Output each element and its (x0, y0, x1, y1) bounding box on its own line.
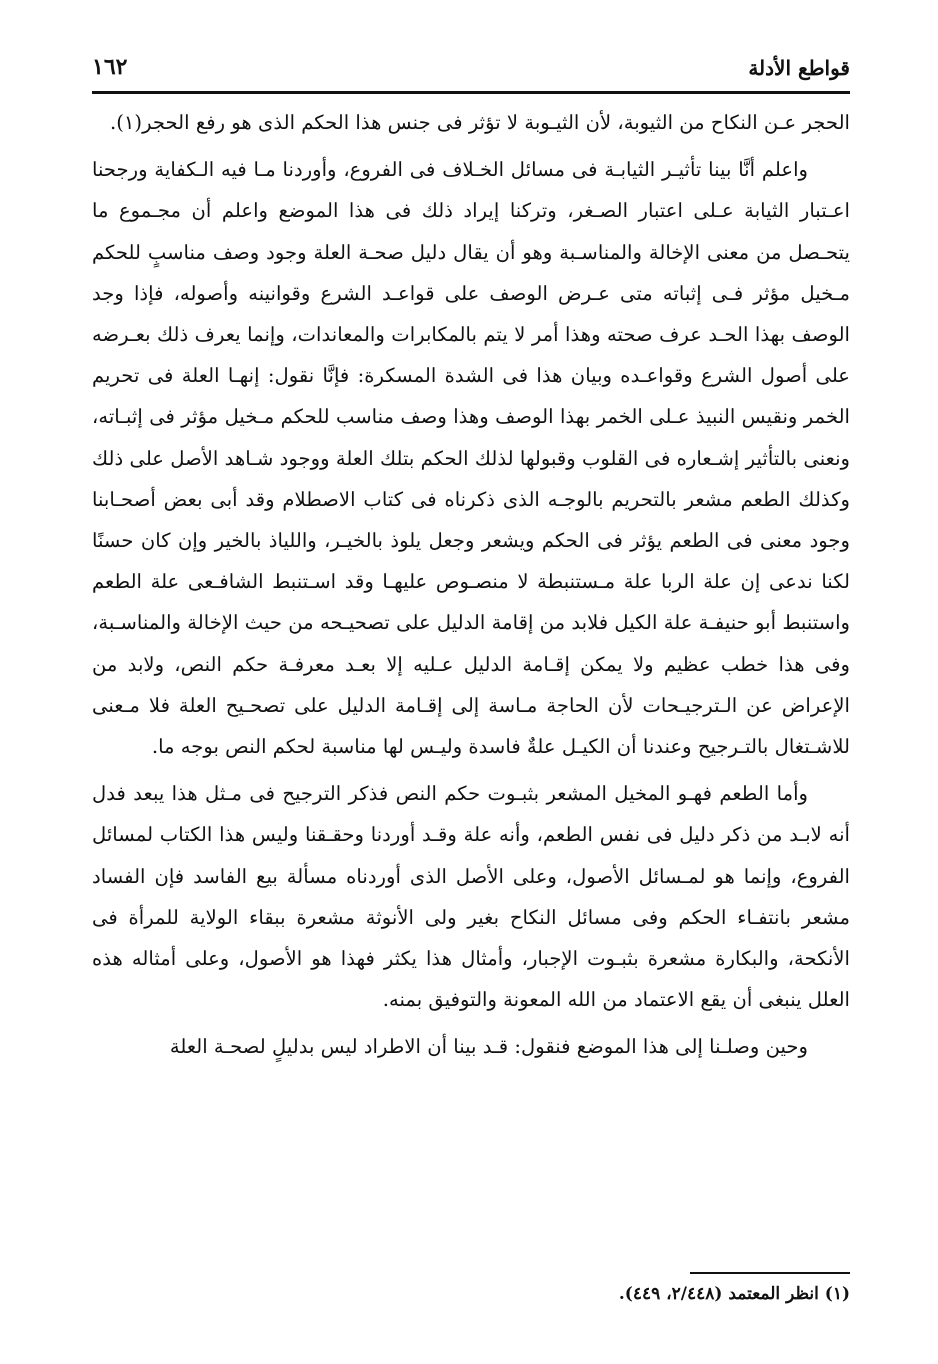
body-text (92, 102, 850, 1074)
running-title: قواطع الأدلة (748, 56, 850, 80)
header-rule (92, 91, 850, 94)
paragraph: واعلم أنَّا بينا تأثيـر الثيابـة فى مسائل الخـلاف فى الفروع، وأوردنا مـا فيه الـكفاية ورجحنا اعـتبار الثيابة عـلى اعتبار الصـغر، وتركنا إيراد ذلك فى هذا الموضع واعلم أن مجـموع ما يتحـصل من معنى الإخالة والمناسـبة وهو أن يقال دليل صحـة العلة وجود وصف مناسبٍ للحكم مـخيل مؤثر فـى إثباته متى عـرض الوصف على قواعـد الشرع وقوانينه وأصوله، فإذا وجد الوصف بهذا الحـد عرف صحته وهذا أمر لا يتم بالمكابرات والمعاندات، وإنما يعرف ذلك بعـرضه على أصول الشرع وقواعـده وبيان هذا فى الشدة المسكرة: فإنَّا نقول: إنهـا العلة فى تحريم الخمر ونقيس النبيذ عـلى الخمر بهذا الوصف وهذا وصف مناسب للحكم مـخيل مؤثر فى إثبـاته، ونعنى بالتأثير إشـعاره فى القلوب وقبولها لذلك الحكم بتلك العلة ووجود شـاهد الأصل على ذلك وكذلك الطعم مشعر بالتحريم بالوجـه الذى ذكرناه فى كتاب الاصطلام وقد أبى بعض أصحـابنا وجود معنى فى الطعم يؤثر فى الحكم ويشعر وجعل يلوذ بالخيـر، واللياذ بالخير وإن كان حسنًا لكنا ندعى إن علة الربا علة مـستنبطة لا منصـوص عليهـا وقد اسـتنبط الشافـعى علة الطعم واستنبط أبو حنيفـة علة الكيل فلابد من إقامة الدليل على تصحيـحه من حيث الإخالة والمناسـبة، وفى هذا خطب عظيم ولا يمكن إقـامة الدليل عـليه إلا بعـد معرفـة حكم النص، ولابد من الإعراض عن الـترجيـحات لأن الحاجة مـاسة إلى إقـامة الدليل على تصحـيح العلة فلا مـعنى للاشـتغال بالتـرجيح وعندنا أن الكيـل علةٌ فاسدة وليـس لها مناسبة لحكم النص بوجه ما. (92, 158, 850, 759)
paragraph: الحجر عـن النكاح من الثيوبة، لأن الثيـوبة لا تؤثر فى جنس هذا الحكم الذى هو رفع الحجر(١). (110, 111, 850, 134)
page-number: ١٦٢ (92, 54, 128, 80)
paragraph: وحين وصلـنا إلى هذا الموضع فنقول: قـد بينا أن الاطراد ليس بدليلٍ لصحـة العلة (169, 1035, 808, 1059)
footnote: (١) انظر المعتمد (٢/٤٤٨، ٤٤٩). (618, 1284, 850, 1304)
paragraph: وأما الطعم فهـو المخيل المشعر بثبـوت حكم النص فذكر الترجيح فى مـثل هذا يبعد فدل أنه لابـد من ذكر دليل فى نفس الطعم، وأنه علة وقـد أوردنا وحقـقنا وليس هذا الكتاب لمسائل الفروع، وإنما هو لمـسائل الأصول، وعلى الأصل الذى أوردناه مسألة بيع الفاسد فإن الفساد مشعر بانتفـاء الحكم وفى مسائل النكاح بغير ولى الأنوثة مشعرة ببقاء الولاية للمرأة فى الأنكحة، والبكارة مشعرة بثبـوت الإجبار، وأمثال هذا يكثر فهذا هو الأصول، وعلى أمثاله هذه العلل ينبغى أن يقع الاعتماد من الله المعونة والتوفيق بمنه. (92, 782, 850, 1012)
page-header (92, 52, 850, 92)
footnote-rule (690, 1272, 850, 1274)
